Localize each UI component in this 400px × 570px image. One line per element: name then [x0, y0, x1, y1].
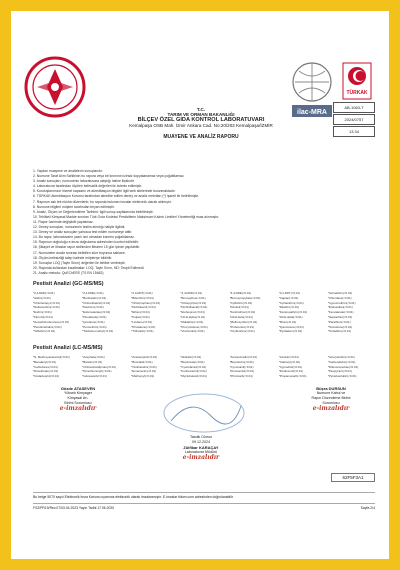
report-note: 20. Raporda kullanılan kısaltmalar: LOQ: Tayin Sınırı, ND: Tespit Edilmedi. — [33, 265, 145, 270]
analyte-result: *Ametoctradin(<0.01) — [229, 355, 257, 359]
analyte-result: *Vinclozolin(<0.01) — [180, 329, 205, 334]
report-note: 6. TÜRKAK Akreditasyon Kurumu tarafından akredite edilen deney ve analiz metotları (*) işareti ile belirtilmiştir. — [33, 194, 199, 199]
report-note: 17. Numuneler analiz sonrası belirtilen süre boyunca saklanır. — [33, 250, 126, 255]
signature-left — [33, 386, 123, 411]
header-lab-name: BİLÇEV ÖZEL GIDA KONTROL LABORATUVARI — [137, 117, 265, 123]
accreditation-number: AB-1063-T — [333, 102, 375, 113]
analyte-result: *Tolclofos-methyl(<0.01) — [82, 329, 114, 334]
report-note: 3. Analiz sonuçları, numunenin laboratuvara ulaştığı haline ilişkindir. — [33, 179, 135, 184]
analyte-result: *Malathion(<0.01) — [180, 319, 204, 324]
analyte-result: *Bromophos(<0.01) — [180, 295, 206, 300]
analyte-result: *HCH-delta(<0.01) — [278, 314, 303, 319]
eimza-right: e-imzalıdır — [312, 405, 350, 412]
analyte-result: *Fenvalerate(<0.01) — [327, 310, 354, 315]
analyte-result: *Deltamethrin(<0.01) — [33, 305, 60, 310]
analyte-result: *Carbofuran(<0.01) — [33, 364, 58, 369]
turkak-text: TÜRKAK — [346, 90, 368, 96]
analyte-result: *4,4-DDD(<0.01) — [180, 291, 203, 295]
analyte-result: *HCH-beta(<0.01) — [229, 314, 253, 319]
analyte-result: *2,4-DDT(<0.01) — [131, 291, 153, 295]
analyte-result: *4,4-DDE(<0.01) — [229, 291, 252, 295]
analyte-result: *Propamocarb(<0.01) — [278, 374, 307, 379]
analyte-result: *2,4-DDD(<0.01) — [33, 291, 55, 295]
analyte-result: *Cymoxanil(<0.01) — [229, 364, 254, 369]
footer-bar — [33, 503, 375, 510]
analyte-result: *Bupirimate(<0.01) — [180, 359, 205, 364]
report-note: 15. Raporun doğruluğu e-imza doğrulama adresinden kontrol edilebilir. — [33, 240, 139, 245]
analyte-result: *Chlorpyrifos(<0.01) — [180, 300, 207, 305]
analyte-result: *Clothianidin(<0.01) — [131, 364, 157, 369]
analyte-result: *Diazinon(<0.01) — [82, 305, 104, 310]
analyte-result: *Chlordane(<0.01) — [327, 295, 352, 300]
signer-center-name: Zülfikar KARAÇAY — [183, 445, 219, 450]
analyte-result: *Lindane(<0.01) — [131, 319, 152, 324]
header-address: Kemalpaşa OSB Mah. İzmir Ankara Cad. No:20/202 Kemalpaşa/İZMİR — [129, 123, 273, 128]
analyte-result: *Azoxystrobin(<0.01) — [327, 355, 355, 359]
page-number: Sayfa 2/4 — [360, 506, 375, 510]
signer-right-title2: Rapor Düzenleme Birimi — [311, 396, 351, 400]
analyte-result: *Tetradifon(<0.01) — [327, 329, 351, 334]
analyte-result: *Hexachlorobenzene(<0.01) — [33, 319, 70, 324]
analyte-result: *Buprofezin(<0.01) — [229, 359, 254, 364]
analyte-result: *Mirex(<0.01) — [278, 319, 297, 324]
analyte-result: *Cyazofamid(<0.01) — [180, 364, 207, 369]
signature-center — [151, 435, 251, 460]
report-header — [91, 107, 311, 140]
page-count: 13.34 — [333, 126, 375, 137]
analyte-result: *Fluopyram(<0.01) — [327, 369, 352, 374]
form-code: FS2/PR19/Rev.07/03.04.2023 Yayın Tarihi:17.06.2020 — [33, 506, 115, 510]
approval-label: Tasdik Olunur — [190, 435, 212, 439]
analyte-result: *Myclobutanil(<0.01) — [180, 374, 207, 379]
report-note: 9. Analiz, Ölçüm ve Değerlendirme Tarihleri: ilgili sonuç sayfalarında belirtilmiştir. — [33, 209, 154, 214]
signer-left-name: Gözde ATASEVEN — [60, 386, 96, 391]
turkak-logo — [341, 61, 373, 101]
analyte-result: *Boscalid(<0.01) — [131, 359, 153, 364]
report-note: 8. Numune bilgileri müşteri tarafından beyan edilmiştir. — [33, 204, 115, 209]
analyte-result: *Oxyfluorfen(<0.01) — [229, 329, 255, 334]
analyte-result: *Fludioxonil(<0.01) — [278, 369, 303, 374]
report-note: 11. Rapor üzerinde değişiklik yapılamaz. — [33, 219, 94, 224]
analyte-result: *Endosulfan(<0.01) — [327, 305, 353, 310]
approval-date: 09.12.2024 — [192, 440, 210, 444]
analyte-result: *4,4-DDT(<0.01) — [278, 291, 300, 295]
report-number: 2024/0757 — [333, 114, 375, 125]
analyte-result: *Bifenthrin(<0.01) — [131, 295, 154, 300]
analyte-result: *Benalaxyl(<0.01) — [33, 359, 56, 364]
analyte-result: *Heptachlor(<0.01) — [327, 314, 353, 319]
analyte-result: *Cypermethrin(<0.01) — [327, 300, 356, 305]
signature-right — [286, 386, 376, 411]
analyte-result: *Ethion(<0.01) — [131, 310, 150, 315]
report-page — [11, 11, 389, 559]
analyte-result: *Dichlofluanid(<0.01) — [180, 305, 208, 310]
analyte-result: *Pirimicarb(<0.01) — [229, 374, 253, 379]
header-ministry: TARIM VE ORMAN BAKANLIĞI — [167, 112, 235, 117]
analyte-result: *Profenofos(<0.01) — [229, 324, 254, 329]
analyte-result: *Aldrin(<0.01) — [33, 295, 51, 300]
report-note: 1. Yapılan muayene ve analizlerin sonuçlarıdır. — [33, 169, 103, 173]
report-note: 2. Numune Taraf Alım Sahibinin bu rapora veya bir kısmının izinsiz kopyalanamaz veya çoğaltılamaz. — [33, 174, 185, 179]
signer-center-title: Laboratuvar Müdürü — [184, 450, 218, 454]
analyte-result: *Iprodione(<0.01) — [82, 319, 105, 324]
report-note: 7. Raporun aslı tek nüsha düzenlenir; bu raporda bulunan imzalar elektronik olarak atılmıştır. — [33, 199, 172, 204]
analyte-result: *Procymidone(<0.01) — [180, 324, 208, 329]
analyte-result: *Dimethoate(<0.01) — [33, 369, 59, 374]
analyte-result: *Flonicamid(<0.01) — [229, 369, 254, 374]
analyte-result: *Captan(<0.01) — [278, 295, 299, 300]
analyte-result: *Methomyl(<0.01) — [131, 374, 155, 379]
header-tc: T.C. — [196, 107, 206, 112]
analyte-result: *Pyraclostrobin(<0.01) — [327, 374, 357, 379]
analyte-result: *HCH-alpha(<0.01) — [180, 314, 206, 319]
analyte-result: *Chlorpropham(<0.01) — [131, 300, 160, 305]
analyte-result: *Pendimethalin(<0.01) — [33, 324, 62, 329]
accreditation-box — [333, 102, 375, 138]
analyte-result: *Methoxychlor(<0.01) — [229, 319, 258, 324]
analyte-result: *Chlorothalonil(<0.01) — [82, 300, 111, 305]
report-note: 16. Şikayet ve itirazlar rapor tarihinden itibaren 15 gün içinde yapılabilir. — [33, 245, 141, 250]
report-note: 12. Deney sonuçları, numunenin teslim alındığı haliyle ilgilidir. — [33, 225, 126, 230]
analyte-result: *Dichlobenil(<0.01) — [131, 305, 156, 310]
ministry-logo — [23, 55, 87, 119]
analyte-result: *Trifluralin(<0.01) — [131, 329, 154, 334]
analyte-result: *Etofenprox(<0.01) — [180, 310, 205, 315]
analyte-result: *Emamectin(<0.01) — [131, 369, 157, 374]
signer-right-name: Büşra DURSUN — [316, 386, 346, 391]
report-notes — [33, 169, 373, 276]
analyte-result: *Chlorantraniliprole(<0.01) — [82, 364, 116, 369]
gcms-results-grid — [33, 291, 373, 334]
analyte-result: *Fipronil(<0.01) — [33, 314, 53, 319]
document-code: 62F5F3A1 — [331, 473, 375, 482]
analyte-result: *Acetamiprid(<0.01) — [131, 355, 157, 359]
signer-left-title1: Yüksek Kimyager — [64, 391, 92, 395]
analyte-result: *Folpet(<0.01) — [131, 314, 150, 319]
analyte-result: *Indoxacarb(<0.01) — [82, 374, 107, 379]
analyte-result: *Tefluthrin(<0.01) — [33, 329, 56, 334]
report-note: 19. Sonuçlar LOQ (Tayin Sınırı) değerleri ile birlikte verilmiştir. — [33, 260, 126, 265]
analyte-result: *Pyridaben(<0.01) — [278, 329, 303, 334]
section-title-lcms: Pestisit Analizi (LC-MS/MS) — [33, 345, 103, 351]
section-title-gcms: Pestisit Analizi (GC-MS/MS) — [33, 281, 104, 287]
lcms-results-grid — [33, 355, 373, 379]
analyte-result: *Acrinathrin(<0.01) — [327, 291, 353, 295]
analyte-result: *2,4-DDE(<0.01) — [82, 291, 104, 295]
report-note: 14. Bu rapor, laboratuvarın yazılı izni olmadan kısmen çoğaltılamaz. — [33, 235, 135, 240]
analyte-result: *Dieldrin(<0.01) — [278, 305, 299, 310]
report-note: 4. Laboratuvar tarafından ölçülen belirsizlik değerleri ile tahmin edilmiştir. — [33, 184, 143, 189]
analyte-result: *Fenpropathrin(<0.01) — [278, 310, 308, 315]
report-note: 21. Analiz metodu: QuEChERS (TS EN 15662). — [33, 270, 105, 275]
analyte-result: *Fenhexamid(<0.01) — [180, 369, 207, 374]
footer-note: Bu belge 5070 sayılı Elektronik İmza Kanunu uyarınca elektronik olarak imzalanmıştır. E-imzalar bilcev.com adresinden doğrulanabilir. — [33, 492, 375, 499]
analyte-result: *Dimethomorph(<0.01) — [82, 369, 112, 374]
analyte-result: *Esfenvalerate(<0.01) — [82, 310, 111, 315]
signer-right-title3: Sorumlusu — [322, 401, 340, 405]
analyte-result: *Amitraz(<0.01) — [278, 355, 299, 359]
eimza-center: e-imzalıdır — [182, 454, 220, 461]
analyte-result: *Dicofol(<0.01) — [229, 305, 249, 310]
ilac-mra-text: ilac-MRA — [297, 109, 327, 116]
report-note: 5. Kuruluşlarımızın hizmet kapsamı ve akreditasyon bilgileri ilgili web sitelerinde bulunmaktadır. — [33, 189, 176, 194]
analyte-result: *Tecnazene(<0.01) — [327, 324, 353, 329]
analyte-result: *Parathion(<0.01) — [327, 319, 351, 324]
analyte-result: *Endrin(<0.01) — [33, 310, 52, 315]
analyte-result: *Cyfluthrin(<0.01) — [229, 300, 253, 305]
report-title: MUAYENE VE ANALİZ RAPORU — [163, 134, 239, 140]
report-note: 10. Tehlikeli Kimyasal Madde sınırları Türk Gıda Kodeksi Pestisitlerin Maksimum Kalıntı Limitleri Yönetmeliği esas alınmıştır. — [33, 214, 219, 219]
analyte-result: *Imidacloprid(<0.01) — [33, 374, 59, 379]
analyte-result: *N, Methoxyacetamid(<0.01) — [33, 355, 70, 359]
analyte-result: *Bixafen(<0.01) — [82, 359, 103, 364]
analyte-result: *Difenoconazole(<0.01) — [327, 364, 359, 369]
signer-right-title1: Numune Kabul ve — [316, 391, 346, 395]
eimza-stamp — [161, 391, 247, 435]
analyte-result: *Permethrin(<0.01) — [82, 324, 107, 329]
analyte-result: *Carbaryl(<0.01) — [278, 359, 300, 364]
analyte-result: *Quintozene(<0.01) — [278, 324, 304, 329]
analyte-result: *Fenitrothion(<0.01) — [229, 310, 256, 315]
analyte-result: *Acephate(<0.01) — [82, 355, 105, 359]
analyte-result: *Carbendazim(<0.01) — [327, 359, 356, 364]
analyte-result: *Benfluralin(<0.01) — [82, 295, 107, 300]
signer-left-title3: Birimi Sorumlusu — [64, 401, 92, 405]
analyte-result: *Bromopropylate(<0.01) — [229, 295, 261, 300]
analyte-result: *Cyprodinil(<0.01) — [278, 364, 302, 369]
analyte-result: *Aldicarb(<0.01) — [180, 355, 202, 359]
report-note: 13. Deney ve analiz sonuçları yalnızca test edilen numuneye aittir. — [33, 230, 133, 235]
analyte-result: *Phosalone(<0.01) — [131, 324, 156, 329]
analyte-result: *Fluvalinate(<0.01) — [82, 314, 107, 319]
eimza-left: e-imzalıdır — [59, 405, 97, 412]
analyte-result: *Cyhalothrin(<0.01) — [278, 300, 304, 305]
signer-left-title2: Kimyasal Arı. — [67, 396, 89, 400]
report-note: 18. Ölçüm belirsizliği talep halinde müşteriye bildirilir. — [33, 255, 113, 260]
analyte-result: *Chlorfenapyr(<0.01) — [33, 300, 60, 305]
